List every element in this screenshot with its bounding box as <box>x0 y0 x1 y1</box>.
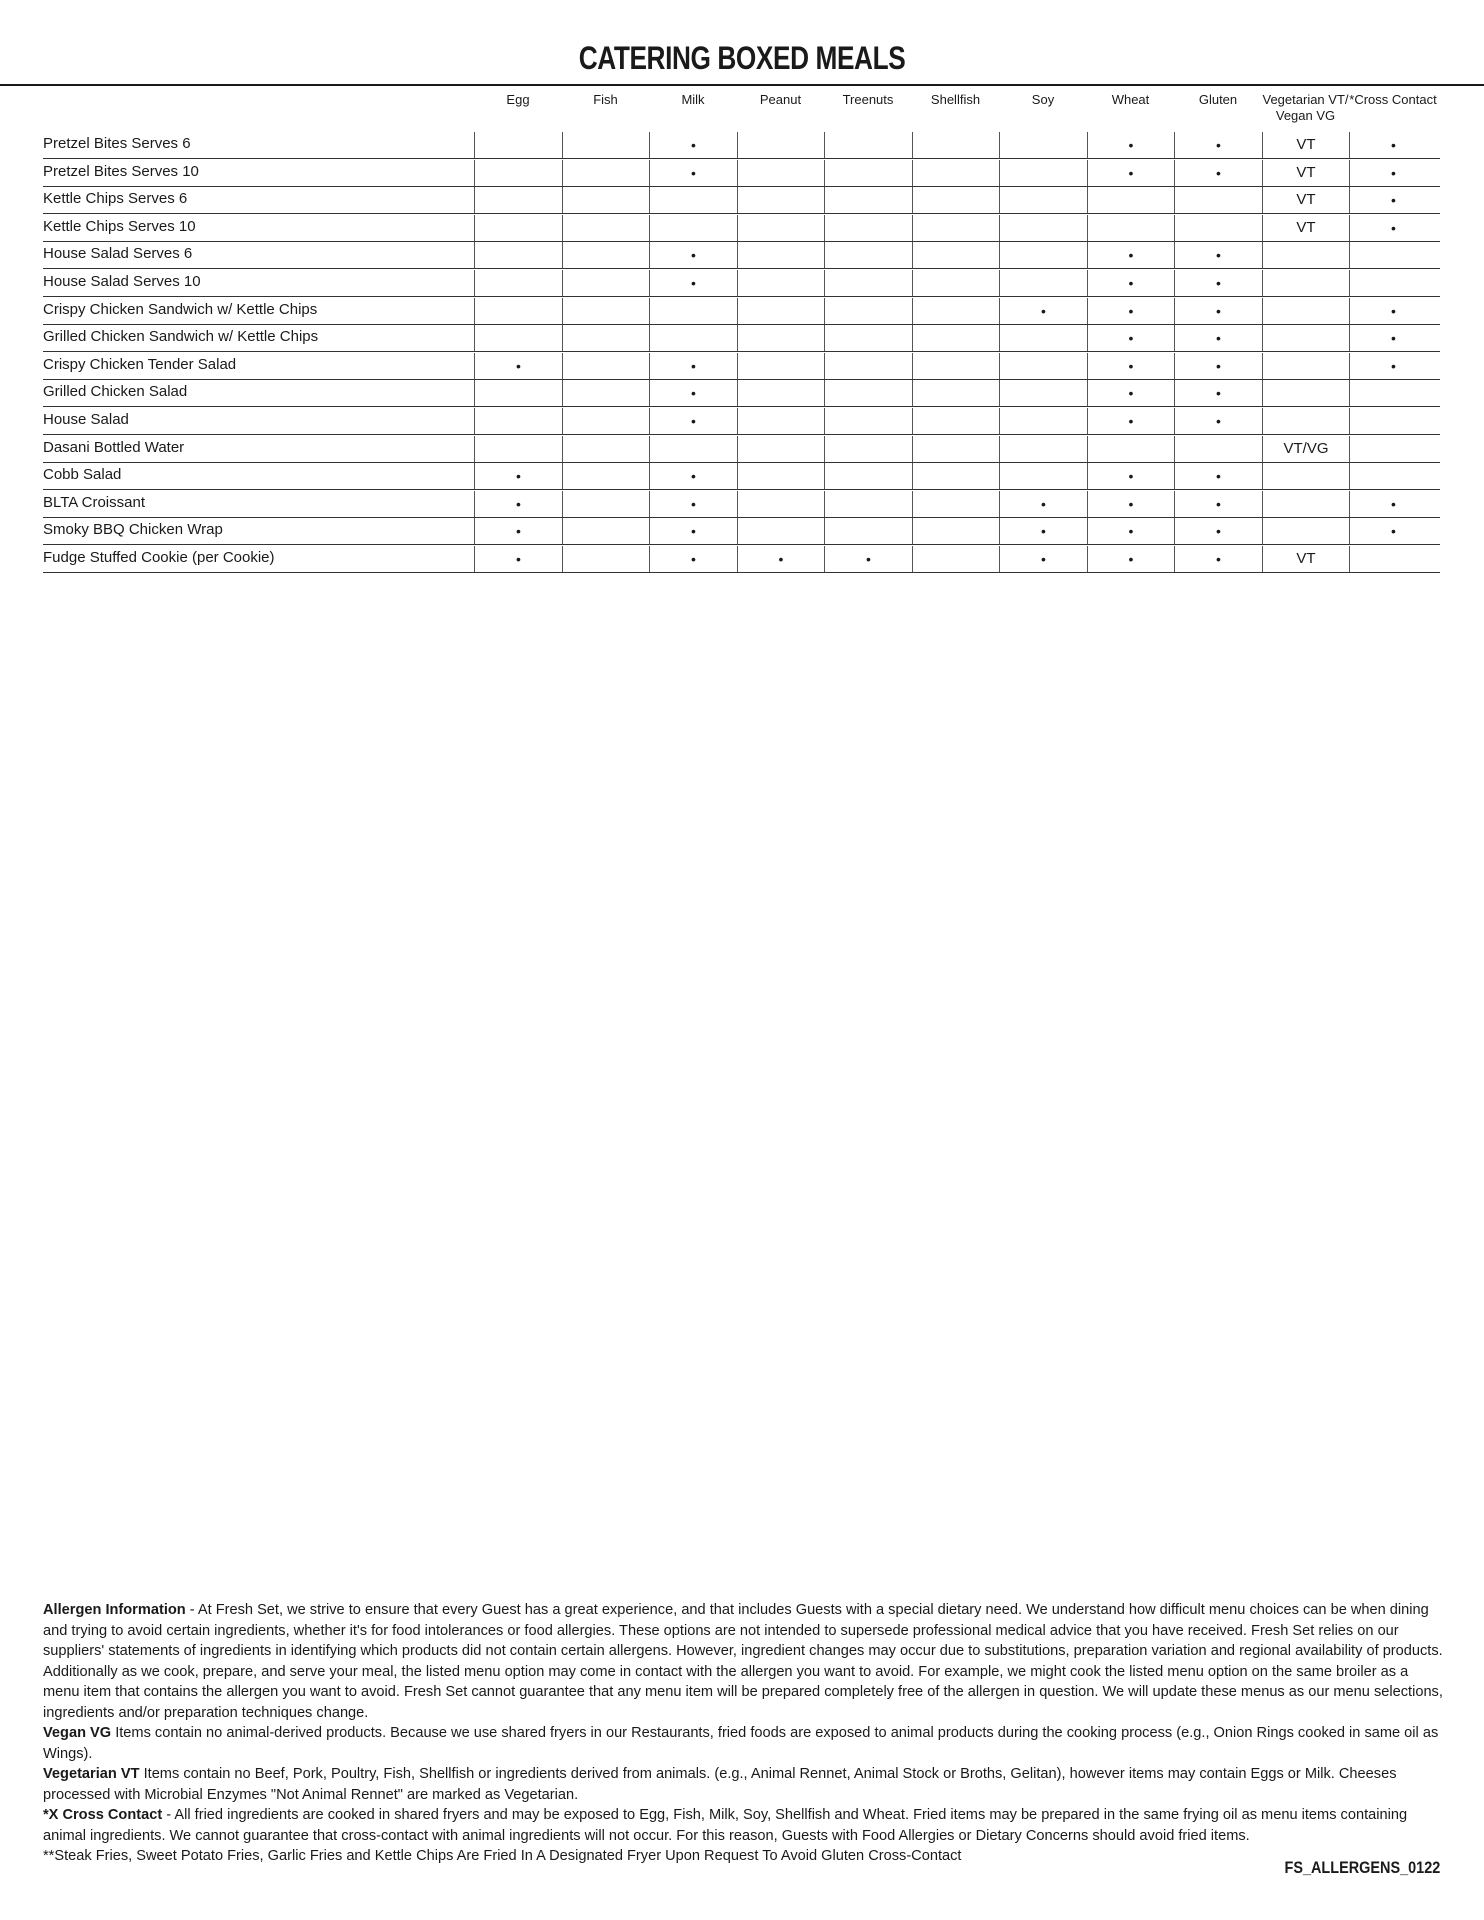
table-cell <box>912 491 1000 517</box>
column-header: Milk <box>681 92 705 107</box>
table-cell: • <box>1174 463 1262 489</box>
table-cell: • <box>999 491 1087 517</box>
table-cell: VT <box>1262 215 1350 241</box>
table-cell: • <box>1349 491 1437 517</box>
table-cell: • <box>474 491 562 517</box>
table-cell <box>737 436 825 462</box>
table-cell: • <box>1087 242 1175 268</box>
table-cell <box>1262 270 1350 296</box>
table-cell: • <box>1087 546 1175 572</box>
table-cell <box>562 408 650 434</box>
table-cell <box>737 408 825 434</box>
table-cell <box>474 215 562 241</box>
table-cell: • <box>1349 160 1437 186</box>
table-cell: • <box>649 408 737 434</box>
table-cell <box>562 353 650 379</box>
table-cell: • <box>1174 518 1262 544</box>
table-cell <box>999 132 1087 158</box>
table-cell: • <box>1349 518 1437 544</box>
table-cell: • <box>474 518 562 544</box>
table-cell: • <box>999 298 1087 324</box>
table-cell <box>737 353 825 379</box>
table-cell <box>474 270 562 296</box>
table-cell <box>824 160 912 186</box>
table-cell <box>737 270 825 296</box>
table-cell <box>474 132 562 158</box>
table-cell <box>562 546 650 572</box>
column-header: Fish <box>593 92 618 107</box>
table-cell <box>1174 187 1262 213</box>
table-cell <box>999 325 1087 351</box>
table-cell <box>737 160 825 186</box>
table-cell <box>912 380 1000 406</box>
table-cell <box>1262 491 1350 517</box>
table-cell <box>1349 242 1437 268</box>
table-cell: • <box>1087 160 1175 186</box>
column-header: Shellfish <box>930 92 981 107</box>
table-cell <box>737 187 825 213</box>
row-label: Grilled Chicken Sandwich w/ Kettle Chips <box>43 328 319 346</box>
table-cell: • <box>1087 463 1175 489</box>
table-cell <box>649 436 737 462</box>
table-cell <box>649 187 737 213</box>
row-label: Kettle Chips Serves 6 <box>43 190 188 208</box>
table-cell <box>737 298 825 324</box>
table-cell <box>1262 408 1350 434</box>
table-cell: • <box>1174 491 1262 517</box>
table-cell <box>824 270 912 296</box>
column-header: Soy <box>1031 92 1055 107</box>
table-cell <box>824 518 912 544</box>
table-row <box>43 353 1440 380</box>
table-row <box>43 436 1440 463</box>
table-cell: VT <box>1262 187 1350 213</box>
table-row <box>43 160 1440 187</box>
cross-contact-heading: *X Cross Contact <box>43 1807 163 1823</box>
table-cell <box>649 325 737 351</box>
cross-contact-text: - All fried ingredients are cooked in shared fryers and may be exposed to Egg, Fish, Milk, Soy, Shellfish and Wheat. Fried items may be prepared in the same frying oil as menu items containing animal ingredients. We cannot guarantee that cross-contact with animal ingredients will not occur. For this reason, Guests with Food Allergies or Dietary Concerns should avoid fried items. <box>43 1807 1408 1844</box>
table-cell <box>824 215 912 241</box>
table-row <box>43 380 1440 407</box>
table-cell: VT <box>1262 132 1350 158</box>
vegan-heading: Vegan VG <box>43 1725 112 1741</box>
table-cell: • <box>1174 298 1262 324</box>
table-row <box>43 132 1440 159</box>
table-cell <box>1262 463 1350 489</box>
row-label: Crispy Chicken Tender Salad <box>43 355 237 373</box>
column-header: Peanut <box>759 92 802 107</box>
table-cell <box>562 132 650 158</box>
table-cell <box>474 187 562 213</box>
table-row <box>43 518 1440 545</box>
row-label: Grilled Chicken Salad <box>43 383 188 401</box>
table-cell: • <box>1349 353 1437 379</box>
table-cell <box>562 215 650 241</box>
table-row <box>43 408 1440 435</box>
table-row <box>43 546 1440 573</box>
table-cell <box>824 325 912 351</box>
table-cell <box>999 242 1087 268</box>
table-cell: VT/VG <box>1262 436 1350 462</box>
table-cell: • <box>1087 298 1175 324</box>
table-cell <box>999 436 1087 462</box>
allergen-info-paragraph <box>43 1600 1443 1723</box>
table-cell <box>737 215 825 241</box>
table-cell: • <box>649 380 737 406</box>
table-cell <box>1262 325 1350 351</box>
table-cell <box>737 463 825 489</box>
table-cell <box>737 325 825 351</box>
table-cell <box>1262 242 1350 268</box>
table-cell <box>912 463 1000 489</box>
table-cell: • <box>649 160 737 186</box>
table-cell: • <box>1174 270 1262 296</box>
table-row <box>43 463 1440 490</box>
table-cell: • <box>1087 270 1175 296</box>
fries-note: **Steak Fries, Sweet Potato Fries, Garlic Fries and Kettle Chips Are Fried In A Designated Fryer Upon Request To Avoid Gluten Cross-Contact <box>43 1848 962 1864</box>
table-cell <box>562 270 650 296</box>
table-cell <box>999 160 1087 186</box>
table-cell <box>824 491 912 517</box>
row-label: Crispy Chicken Sandwich w/ Kettle Chips <box>43 300 318 318</box>
table-cell <box>999 270 1087 296</box>
table-cell <box>912 325 1000 351</box>
table-cell <box>824 187 912 213</box>
table-cell <box>737 518 825 544</box>
column-header: *Cross Contact <box>1349 92 1437 107</box>
table-cell <box>474 408 562 434</box>
table-cell: • <box>649 518 737 544</box>
table-row <box>43 270 1440 297</box>
table-cell <box>824 380 912 406</box>
table-cell <box>1349 380 1437 406</box>
table-cell: • <box>1349 132 1437 158</box>
table-cell: • <box>1087 491 1175 517</box>
table-cell <box>824 132 912 158</box>
row-label: Pretzel Bites Serves 10 <box>43 162 199 180</box>
table-cell <box>912 187 1000 213</box>
table-cell <box>562 325 650 351</box>
table-cell <box>1087 187 1175 213</box>
vegetarian-text: Items contain no Beef, Pork, Poultry, Fish, Shellfish or ingredients derived from animals. (e.g., Animal Rennet, Animal Stock or Broths, Gelitan), however items may contain Eggs or Milk. Cheeses processed with Microbial Enzymes "Not Animal Rennet" are marked as Vegetarian. <box>43 1766 1397 1803</box>
table-cell <box>737 242 825 268</box>
row-label: House Salad Serves 6 <box>43 245 193 263</box>
row-label: Smoky BBQ Chicken Wrap <box>43 521 223 539</box>
table-cell <box>649 298 737 324</box>
table-cell: • <box>1087 408 1175 434</box>
table-cell: • <box>1349 187 1437 213</box>
table-cell <box>912 242 1000 268</box>
table-cell: • <box>474 463 562 489</box>
table-cell: • <box>1087 380 1175 406</box>
table-cell: • <box>1174 160 1262 186</box>
table-cell: • <box>737 546 825 572</box>
table-cell <box>737 132 825 158</box>
table-cell: • <box>1087 518 1175 544</box>
table-cell <box>1262 353 1350 379</box>
table-cell <box>1262 298 1350 324</box>
column-header: Vegetarian VT/ Vegan VG <box>1262 92 1349 123</box>
vegan-text: Items contain no animal-derived products. Because we use shared fryers in our Restaurants, fried foods are exposed to animal products during the cooking process (e.g., Onion Rings cooked in same oil as Wings). <box>43 1725 1439 1762</box>
table-cell <box>649 215 737 241</box>
table-cell: • <box>1087 325 1175 351</box>
column-header: Treenuts <box>842 92 894 107</box>
table-cell: • <box>1174 132 1262 158</box>
table-cell: • <box>649 270 737 296</box>
table-cell <box>737 380 825 406</box>
vegetarian-heading: Vegetarian VT <box>43 1766 140 1782</box>
table-cell <box>1174 436 1262 462</box>
table-cell <box>912 298 1000 324</box>
table-cell <box>1262 518 1350 544</box>
table-cell: • <box>474 353 562 379</box>
table-cell: • <box>1174 325 1262 351</box>
table-cell <box>562 463 650 489</box>
table-cell <box>1262 380 1350 406</box>
footer-notes <box>43 1600 1443 1867</box>
table-row <box>43 187 1440 214</box>
table-row <box>43 242 1440 269</box>
table-cell: • <box>649 491 737 517</box>
table-cell: • <box>649 242 737 268</box>
table-cell <box>1174 215 1262 241</box>
table-row <box>43 215 1440 242</box>
allergen-info-heading: Allergen Information <box>43 1602 186 1618</box>
table-cell <box>912 436 1000 462</box>
table-cell <box>1349 270 1437 296</box>
table-cell <box>912 408 1000 434</box>
table-cell <box>562 187 650 213</box>
table-cell: • <box>999 546 1087 572</box>
row-label: Kettle Chips Serves 10 <box>43 217 196 235</box>
table-cell <box>824 298 912 324</box>
table-cell <box>999 187 1087 213</box>
table-row <box>43 325 1440 352</box>
table-cell <box>912 270 1000 296</box>
table-cell: • <box>1174 380 1262 406</box>
vegetarian-paragraph <box>43 1764 1443 1805</box>
table-cell: • <box>1174 408 1262 434</box>
table-cell: • <box>649 132 737 158</box>
table-cell <box>562 380 650 406</box>
table-cell <box>999 380 1087 406</box>
table-cell <box>1349 463 1437 489</box>
table-cell <box>999 353 1087 379</box>
table-cell <box>474 436 562 462</box>
table-cell: VT <box>1262 546 1350 572</box>
table-cell <box>824 436 912 462</box>
table-cell: • <box>1174 546 1262 572</box>
table-row <box>43 298 1440 325</box>
table-cell: • <box>1349 215 1437 241</box>
column-header: Egg <box>506 92 530 107</box>
vegan-paragraph <box>43 1723 1443 1764</box>
table-cell <box>1087 436 1175 462</box>
table-cell <box>1349 436 1437 462</box>
table-cell <box>912 132 1000 158</box>
table-cell <box>474 380 562 406</box>
table-cell: • <box>649 546 737 572</box>
table-cell <box>1349 546 1437 572</box>
row-label: House Salad Serves 10 <box>43 273 201 290</box>
table-cell: • <box>1087 132 1175 158</box>
document-code: FS_ALLERGENS_0122 <box>1284 1858 1440 1877</box>
table-cell <box>999 215 1087 241</box>
column-header: Gluten <box>1198 92 1238 107</box>
table-cell <box>912 160 1000 186</box>
row-label: Pretzel Bites Serves 6 <box>43 135 191 152</box>
row-label: BLTA Croissant <box>43 493 145 511</box>
table-cell <box>824 463 912 489</box>
table-cell <box>562 518 650 544</box>
table-cell <box>474 160 562 186</box>
table-cell <box>1087 215 1175 241</box>
table-cell <box>474 298 562 324</box>
table-cell <box>912 546 1000 572</box>
table-cell: VT <box>1262 160 1350 186</box>
table-row <box>43 491 1440 518</box>
table-cell <box>562 491 650 517</box>
table-cell: • <box>1174 242 1262 268</box>
table-cell: • <box>1349 298 1437 324</box>
table-cell: • <box>1087 353 1175 379</box>
table-cell <box>562 298 650 324</box>
table-cell: • <box>474 546 562 572</box>
table-cell <box>912 215 1000 241</box>
table-cell <box>562 242 650 268</box>
table-cell <box>999 463 1087 489</box>
title-divider <box>0 84 1484 86</box>
page-title: CATERING BOXED MEALS <box>578 40 906 76</box>
table-cell <box>474 325 562 351</box>
table-cell: • <box>999 518 1087 544</box>
table-cell <box>562 436 650 462</box>
table-cell <box>824 242 912 268</box>
table-cell <box>737 491 825 517</box>
row-label: Fudge Stuffed Cookie (per Cookie) <box>43 549 275 566</box>
table-cell <box>474 242 562 268</box>
table-cell: • <box>1174 353 1262 379</box>
table-cell <box>999 408 1087 434</box>
row-label: Cobb Salad <box>43 466 122 484</box>
table-cell: • <box>649 463 737 489</box>
table-cell <box>562 160 650 186</box>
table-cell <box>824 408 912 434</box>
cross-contact-paragraph <box>43 1805 1443 1846</box>
table-cell <box>1349 408 1437 434</box>
column-header: Wheat <box>1111 92 1150 107</box>
row-label: Dasani Bottled Water <box>43 438 185 456</box>
allergen-info-text: - At Fresh Set, we strive to ensure that every Guest has a great experience, and that includes Guests with a special dietary need. We understand how difficult menu choices can be when dining and trying to avoid certain ingredients, whether it's for food intolerances or food allergies. These options are not intended to supersede professional medical advice that you have received. Fresh Set relies on our suppliers' statements of ingredients in identifying which products did not contain certain allergens. However, ingredient changes may occur due to substitutions, preparation variation and regional availability of products. Additionally as we cook, prepare, and serve your meal, the listed menu option may come in contact with the allergen you want to avoid. For example, we might cook the listed menu option on the same broiler as a menu item that contains the allergen you want to avoid. Fresh Set cannot guarantee that any menu item will be prepared completely free of the allergen in question. We will update these menus as our menu selections, ingredients and/or preparation techniques change. <box>43 1602 1443 1721</box>
table-cell <box>912 518 1000 544</box>
table-cell <box>912 353 1000 379</box>
table-cell: • <box>1349 325 1437 351</box>
row-label: House Salad <box>43 411 129 428</box>
table-cell: • <box>649 353 737 379</box>
table-cell: • <box>824 546 912 572</box>
table-cell <box>824 353 912 379</box>
